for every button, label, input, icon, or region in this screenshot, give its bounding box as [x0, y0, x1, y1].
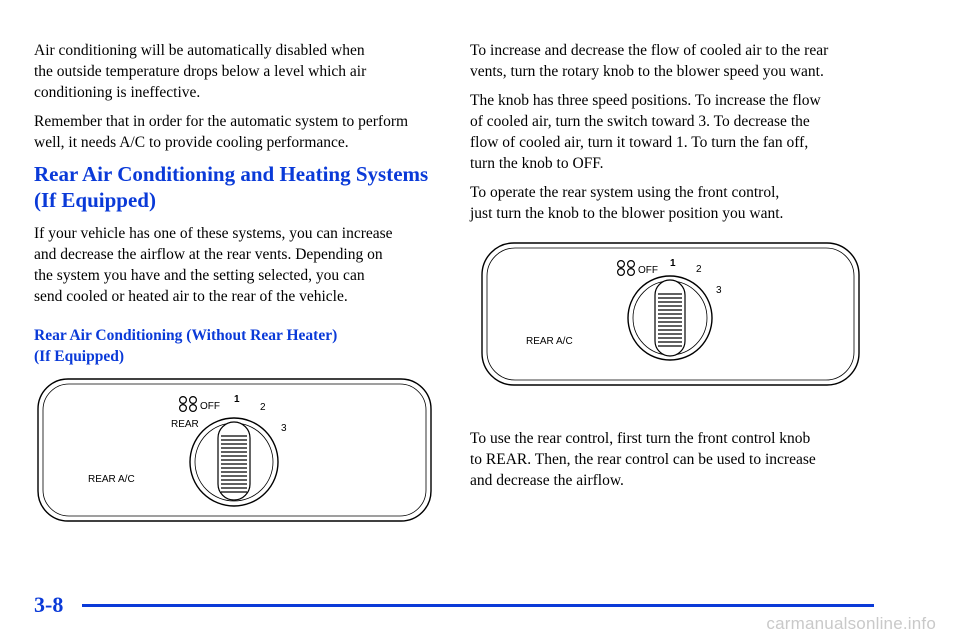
speed-1-label: 1 [234, 394, 240, 405]
rotary-knob [190, 418, 278, 506]
paragraph-auto-disable: Air conditioning will be automatically disabled when the outside temperature drops below a level which air conditioning is ineffective. [34, 42, 367, 101]
left-column [34, 40, 439, 367]
paragraph-automatic-system: Remember that in order for the automatic system to perform well, it needs A/C to provide cooling performance. [34, 113, 409, 151]
page-number: 3-8 [34, 592, 64, 617]
rear-label: REAR [171, 419, 199, 430]
paragraph-front-control: To operate the rear system using the front control, just turn the knob to the blower position you want. [470, 184, 784, 222]
off-label: OFF [200, 401, 220, 412]
right-column [470, 40, 875, 232]
front-control-figure [36, 376, 434, 524]
speed-3-label: 3 [281, 423, 287, 434]
section-heading: Rear Air Conditioning and Heating Systems (If Equipped) [34, 162, 429, 212]
paragraph-speed-positions: The knob has three speed positions. To increase the flow of cooled air, turn the switch toward 3. To decrease the flow of cooled air, turn it toward 1. To turn the fan off, turn the knob to OFF. [470, 92, 821, 172]
rotary-knob [628, 276, 712, 360]
watermark: carmanualsonline.info [766, 614, 936, 633]
paragraph-rotary-knob: To increase and decrease the flow of cooled air to the rear vents, turn the rotary knob to the blower speed you want. [470, 42, 829, 80]
panel-label: REAR A/C [526, 336, 573, 347]
speed-2-label: 2 [696, 264, 702, 275]
panel-label: REAR A/C [88, 474, 135, 485]
rear-control-figure [480, 240, 862, 388]
fan-icon [180, 397, 197, 412]
speed-1-label: 1 [670, 258, 676, 269]
subsection-heading: Rear Air Conditioning (Without Rear Heater) (If Equipped) [34, 327, 338, 365]
paragraph-rear-systems: If your vehicle has one of these systems, you can increase and decrease the airflow at the rear vents. Depending on the system you have and the setting selected, you can send cooled or heated air to the rear of the vehicle. [34, 225, 393, 305]
off-label: OFF [638, 265, 658, 276]
speed-3-label: 3 [716, 285, 722, 296]
speed-2-label: 2 [260, 402, 266, 413]
fan-icon [618, 261, 635, 276]
footer-rule [82, 604, 874, 607]
paragraph-rear-control: To use the rear control, first turn the front control knob to REAR. Then, the rear control can be used to increase and decrease the airflow. [470, 430, 816, 489]
